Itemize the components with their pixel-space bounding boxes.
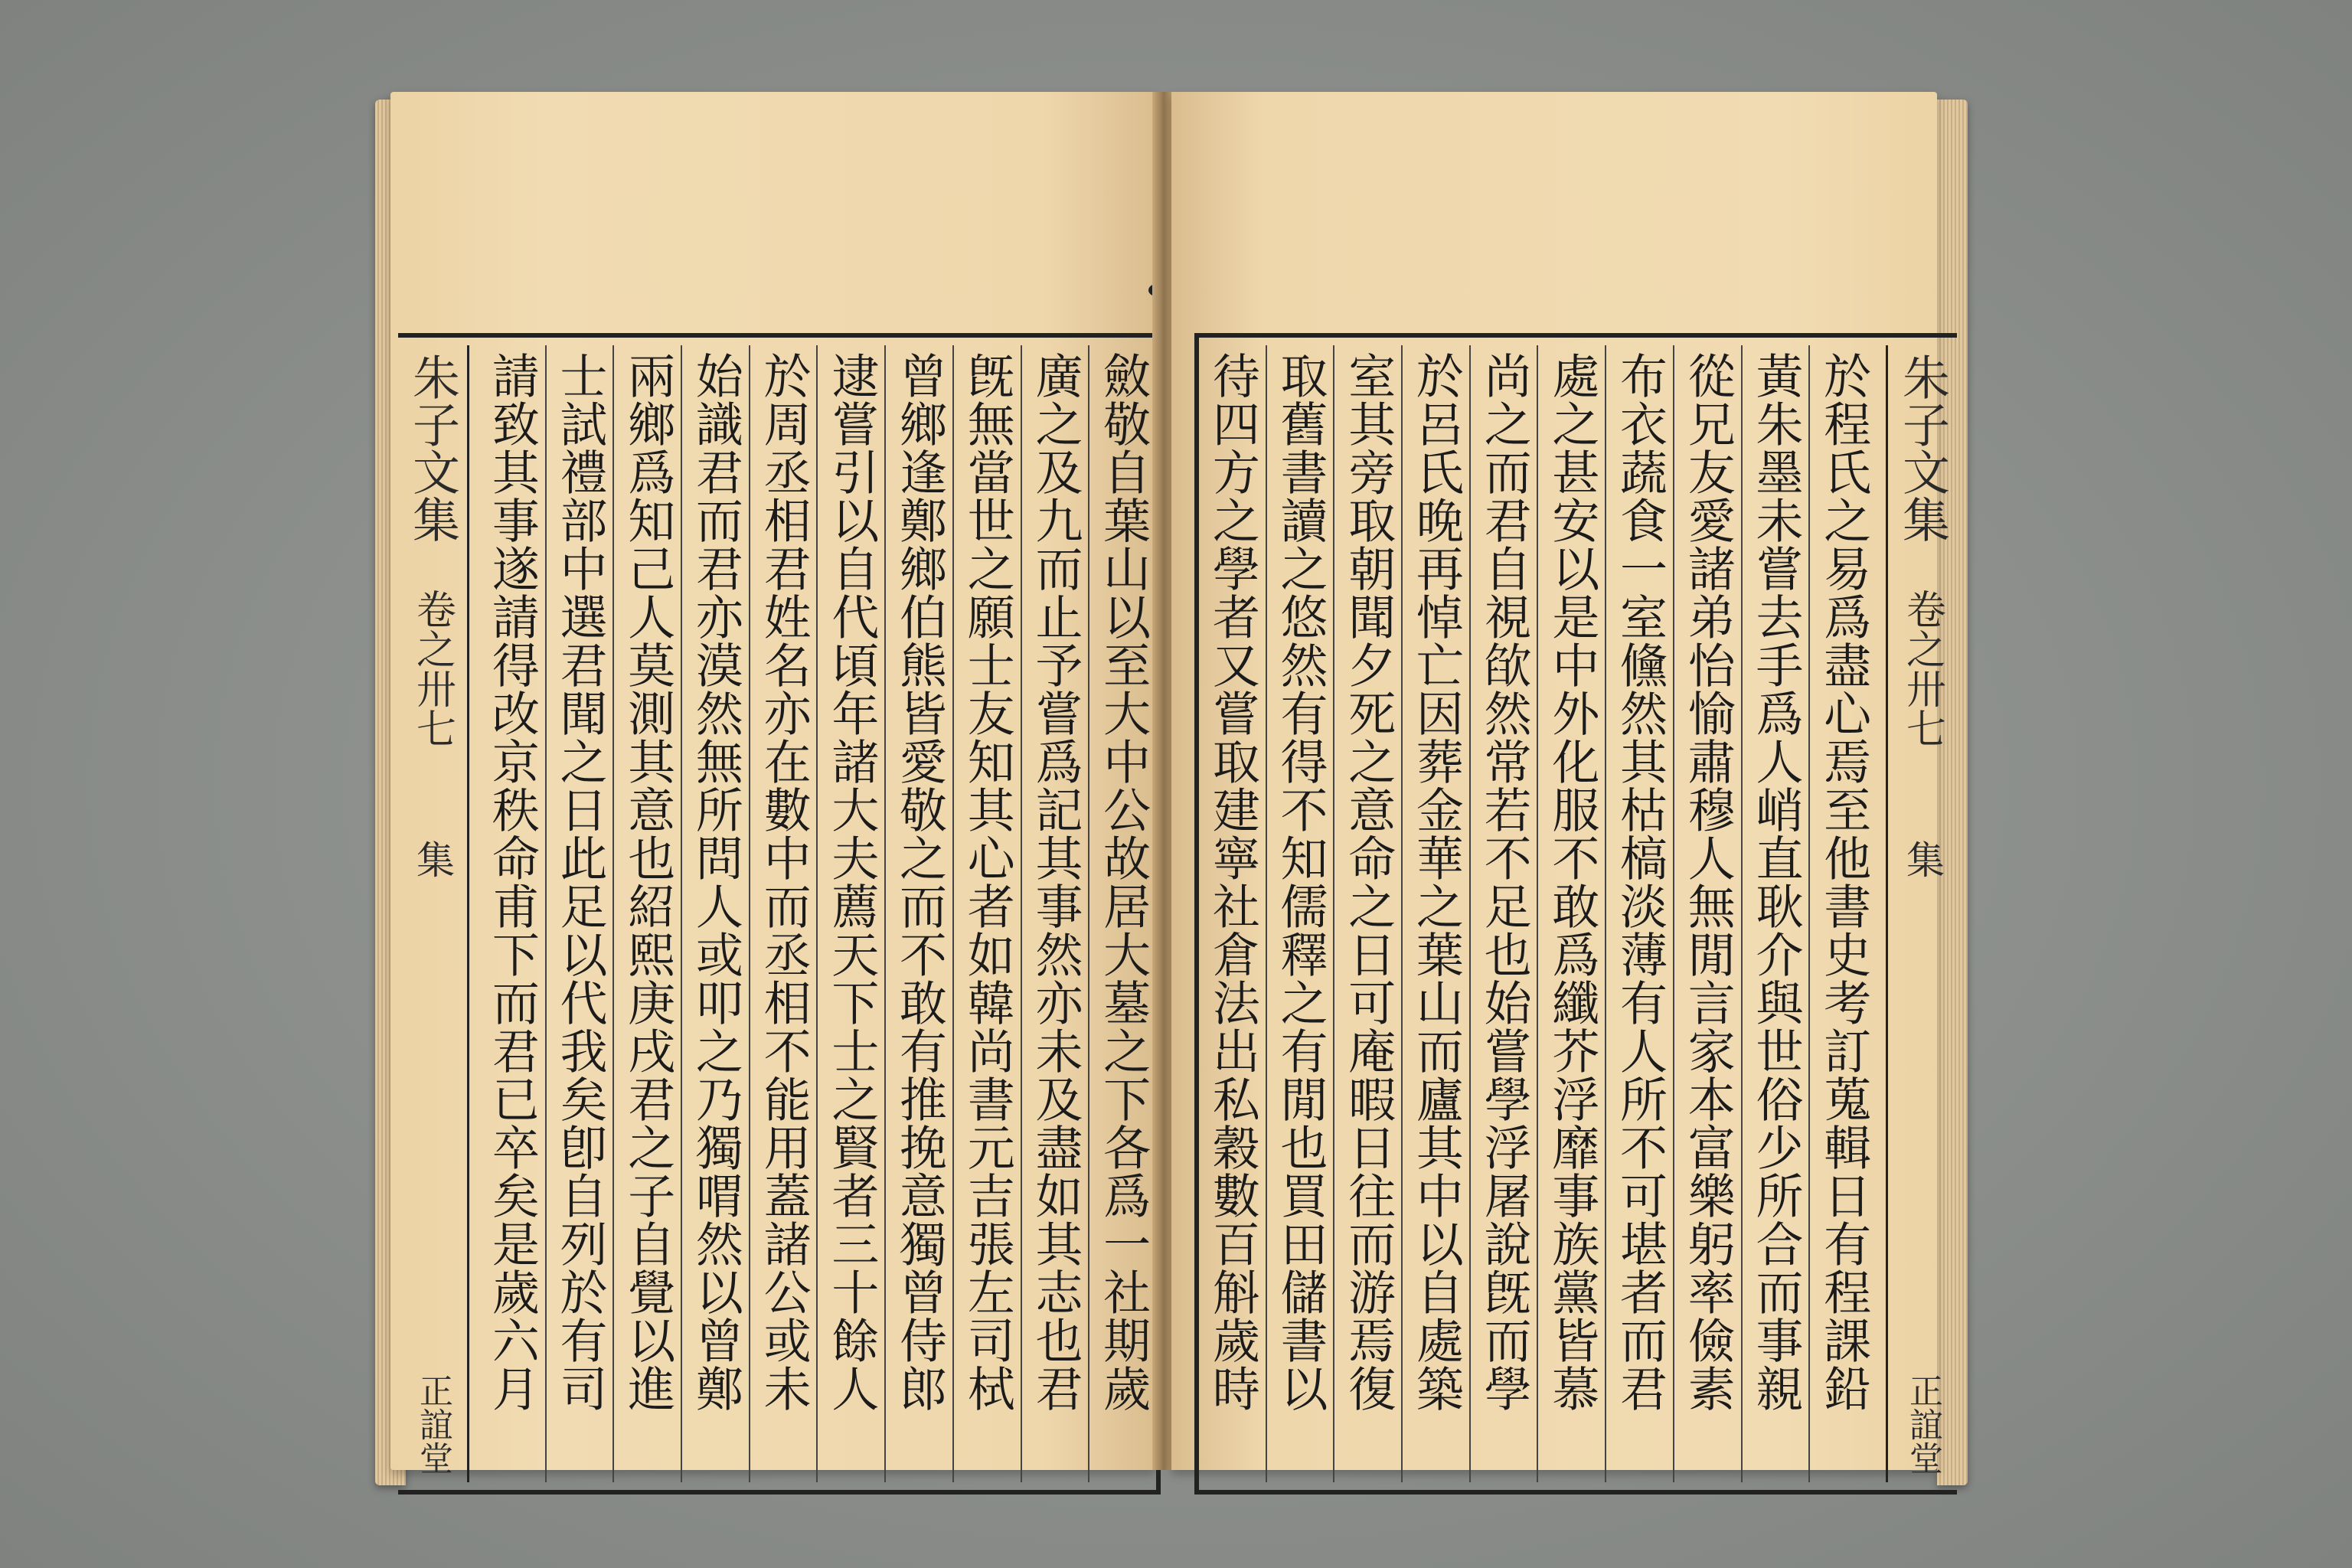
- column-text: 士試禮部中選君聞之日此足以代我矣卽自列於有司: [552, 351, 609, 1413]
- text-column: [1199, 345, 1266, 1482]
- column-text: 兩鄉爲知己人莫測其意也紹熙庚戌君之子自覺以進: [619, 351, 676, 1413]
- column-text: 室其旁取朝聞夕死之意命之日可庵暇日往而游焉復: [1340, 351, 1396, 1413]
- text-column: [816, 345, 884, 1482]
- column-text: 於程氏之易爲盡心焉至他書史考訂蒐輯日有程課鉛: [1815, 351, 1872, 1413]
- text-column: [681, 345, 749, 1482]
- column-text: 始識君而君亦漠然無所問人或叩之乃獨喟然以曾鄭: [688, 351, 744, 1413]
- text-column: [1401, 345, 1469, 1482]
- text-column: [1741, 345, 1809, 1482]
- left-text-frame: [398, 333, 1161, 1494]
- right-center-margin: [1886, 345, 1957, 1482]
- right-text-frame: [1194, 333, 1957, 1494]
- margin-book-title: 朱子文集: [404, 353, 461, 543]
- margin-volume-number: 卷之卅七: [1899, 589, 1945, 748]
- margin-leaf-mark: 集: [410, 840, 455, 878]
- text-column: [1088, 345, 1156, 1482]
- text-column: [952, 345, 1021, 1482]
- text-column: [1266, 345, 1334, 1482]
- text-column: [1469, 345, 1537, 1482]
- text-column: [1537, 345, 1605, 1482]
- column-text: 布衣蔬食一室儵然其枯槁淡薄有人所不可堪者而君: [1612, 351, 1668, 1413]
- column-text: 請致其事遂請得改京秩命甫下而君已卒矣是歲六月: [484, 351, 541, 1413]
- column-text: 曾鄉逢鄭鄉伯熊皆愛敬之而不敢有推挽意獨曾侍郎: [891, 351, 948, 1413]
- margin-publisher-hall: 正誼堂: [1903, 1374, 1942, 1475]
- column-text: 旣無當世之願士友知其心者如韓尚書元吉張左司栻: [959, 351, 1016, 1413]
- column-text: 待四方之學者又嘗取建寧社倉法出私穀數百斛歲時: [1204, 351, 1261, 1413]
- left-page: [390, 92, 1156, 1475]
- column-text: 處之甚安以是中外化服不敢爲纖芥浮靡事族黨皆慕: [1544, 351, 1600, 1413]
- margin-book-title: 朱子文集: [1894, 353, 1951, 543]
- right-page: [1171, 92, 1951, 1475]
- left-center-margin: [398, 345, 469, 1482]
- text-column: [545, 345, 613, 1482]
- text-column: [1673, 345, 1741, 1482]
- column-text: 逮嘗引以自代頃年諸大夫薦天下士之賢者三十餘人: [823, 351, 880, 1413]
- open-book: [360, 77, 1983, 1485]
- column-text: 於呂氏晚再悼亡因葬金華之葉山而廬其中以自處築: [1408, 351, 1465, 1413]
- text-column: [749, 345, 817, 1482]
- margin-leaf-mark: 集: [1900, 840, 1945, 878]
- right-text-columns: [1199, 345, 1877, 1482]
- text-column: [479, 345, 545, 1482]
- column-text: 廣之及九而止予嘗爲記其事然亦未及盡如其志也君: [1027, 351, 1083, 1413]
- text-column: [612, 345, 681, 1482]
- text-column: [884, 345, 952, 1482]
- column-text: 取舊書讀之悠然有得不知儒釋之有閒也買田儲書以: [1272, 351, 1329, 1413]
- column-text: 從兄友愛諸弟怡愉肅穆人無閒言家本富樂躬率儉素: [1680, 351, 1736, 1413]
- column-text: 黃朱墨未嘗去手爲人峭直耿介與世俗少所合而事親: [1747, 351, 1804, 1413]
- text-column: [1021, 345, 1089, 1482]
- text-column: [1333, 345, 1401, 1482]
- left-text-columns: [479, 345, 1156, 1482]
- margin-publisher-hall: 正誼堂: [413, 1374, 452, 1475]
- column-text: 尚之而君自視欿然常若不足也始嘗學浮屠說旣而學: [1476, 351, 1533, 1413]
- text-column: [1605, 345, 1673, 1482]
- column-text: 斂敬自葉山以至大中公故居大墓之下各爲一社期歲: [1095, 351, 1152, 1413]
- column-text: 於周丞相君姓名亦在數中而丞相不能用蓋諸公或未: [756, 351, 812, 1413]
- margin-volume-number: 卷之卅七: [409, 589, 456, 748]
- text-column: [1808, 345, 1877, 1482]
